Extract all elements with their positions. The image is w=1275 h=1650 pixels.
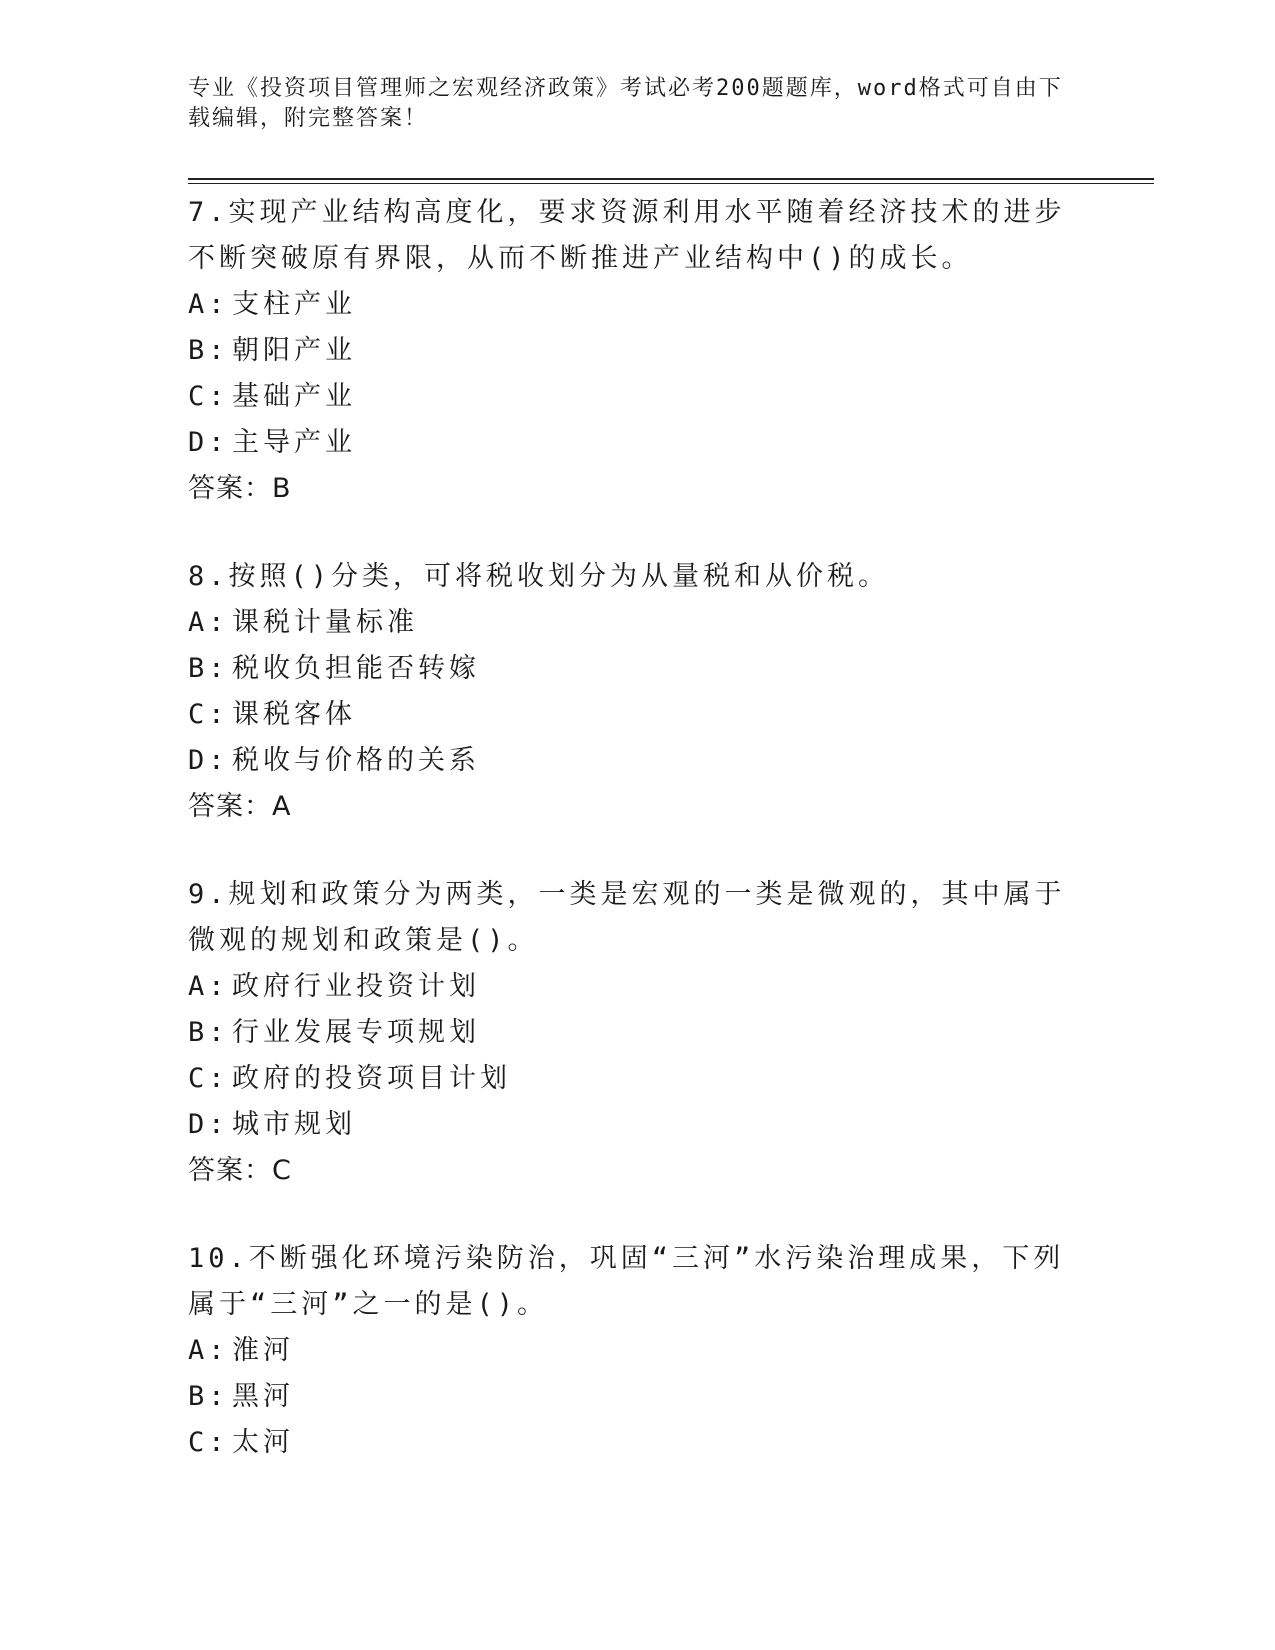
question-stem: 7.实现产业结构高度化，要求资源利用水平随着经济技术的进步不断突破原有界限，从而不断推进产业结构中()的成长。 bbox=[188, 197, 1066, 274]
option-letter: D: bbox=[188, 1109, 229, 1140]
header-rule-thick bbox=[188, 178, 1154, 180]
option-text: 政府的投资项目计划 bbox=[232, 1063, 511, 1094]
option-a bbox=[188, 964, 1088, 1010]
option-text: 基础产业 bbox=[232, 381, 356, 412]
option-d bbox=[188, 738, 1088, 784]
option-letter: C: bbox=[188, 1427, 229, 1458]
option-c bbox=[188, 1420, 1088, 1466]
option-letter: D: bbox=[188, 745, 229, 776]
option-text: 黑河 bbox=[232, 1381, 294, 1412]
answer-line: 答案：A bbox=[188, 791, 292, 822]
option-letter: A: bbox=[188, 607, 229, 638]
answer-line: 答案：C bbox=[188, 1155, 292, 1186]
option-a bbox=[188, 600, 1088, 646]
option-text: 税收与价格的关系 bbox=[232, 745, 480, 776]
option-letter: A: bbox=[188, 289, 229, 320]
question-9 bbox=[188, 872, 1088, 1194]
question-stem: 9.规划和政策分为两类，一类是宏观的一类是微观的，其中属于微观的规划和政策是()。 bbox=[188, 879, 1066, 956]
question-7 bbox=[188, 190, 1088, 512]
option-letter: C: bbox=[188, 699, 229, 730]
option-c bbox=[188, 374, 1088, 420]
option-letter: B: bbox=[188, 335, 229, 366]
option-letter: B: bbox=[188, 1381, 229, 1412]
answer-line: 答案：B bbox=[188, 473, 292, 504]
question-10 bbox=[188, 1236, 1088, 1466]
question-8 bbox=[188, 554, 1088, 830]
option-text: 课税客体 bbox=[232, 699, 356, 730]
option-letter: B: bbox=[188, 1017, 229, 1048]
option-c bbox=[188, 692, 1088, 738]
option-text: 朝阳产业 bbox=[232, 335, 356, 366]
option-text: 政府行业投资计划 bbox=[232, 971, 480, 1002]
document-header: 专业《投资项目管理师之宏观经济政策》考试必考200题题库，word格式可自由下载编辑，附完整答案！ bbox=[188, 76, 1063, 131]
option-b bbox=[188, 328, 1088, 374]
option-text: 课税计量标准 bbox=[232, 607, 418, 638]
option-text: 支柱产业 bbox=[232, 289, 356, 320]
option-text: 行业发展专项规划 bbox=[232, 1017, 480, 1048]
option-letter: C: bbox=[188, 1063, 229, 1094]
option-b bbox=[188, 646, 1088, 692]
option-text: 淮河 bbox=[232, 1335, 294, 1366]
option-d bbox=[188, 1102, 1088, 1148]
option-a bbox=[188, 1328, 1088, 1374]
question-list bbox=[188, 190, 1088, 1508]
option-text: 太河 bbox=[232, 1427, 294, 1458]
option-b bbox=[188, 1374, 1088, 1420]
option-letter: C: bbox=[188, 381, 229, 412]
question-stem: 8.按照()分类，可将税收划分为从量税和从价税。 bbox=[188, 561, 890, 592]
option-b bbox=[188, 1010, 1088, 1056]
option-text: 城市规划 bbox=[232, 1109, 356, 1140]
option-letter: B: bbox=[188, 653, 229, 684]
question-stem: 10.不断强化环境污染防治，巩固“三河”水污染治理成果，下列属于“三河”之一的是()。 bbox=[188, 1243, 1065, 1320]
option-d bbox=[188, 420, 1088, 466]
header-rule-thin bbox=[188, 183, 1154, 184]
option-letter: A: bbox=[188, 971, 229, 1002]
option-a bbox=[188, 282, 1088, 328]
option-letter: A: bbox=[188, 1335, 229, 1366]
option-letter: D: bbox=[188, 427, 229, 458]
option-text: 税收负担能否转嫁 bbox=[232, 653, 480, 684]
option-text: 主导产业 bbox=[232, 427, 356, 458]
option-c bbox=[188, 1056, 1088, 1102]
